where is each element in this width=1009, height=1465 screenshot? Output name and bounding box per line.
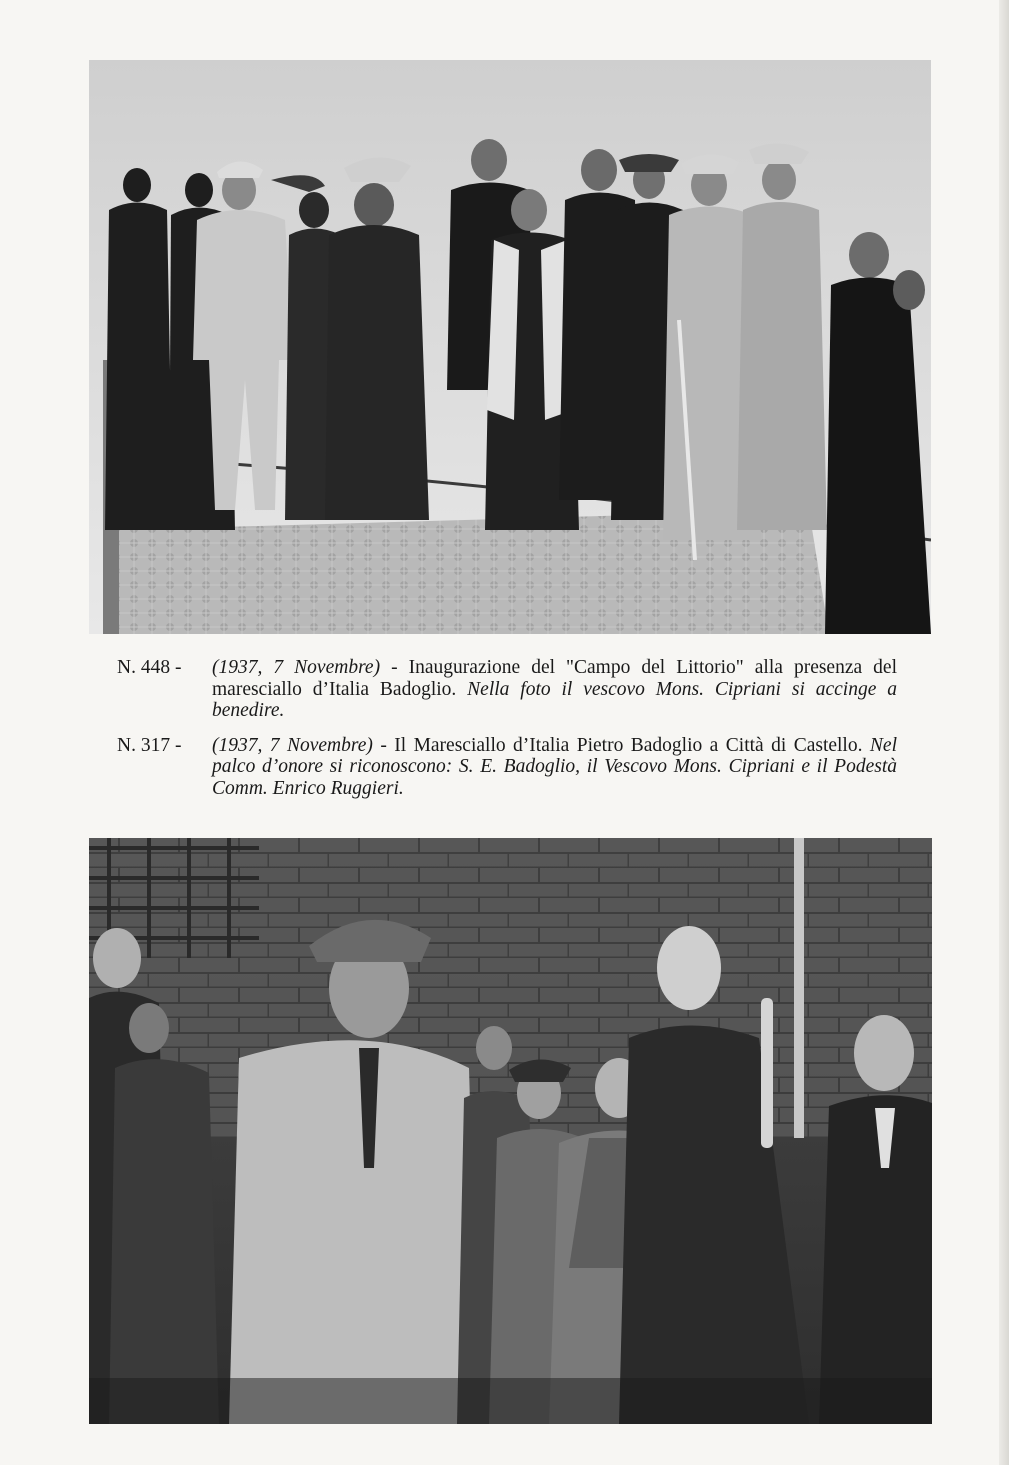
caption-note: Nella foto il vescovo Mons. Cipriani si accinge a benedire.	[212, 678, 897, 721]
photo-inauguration-campo-del-littorio	[89, 60, 931, 634]
caption-448	[117, 657, 897, 722]
page-edge	[999, 0, 1009, 1465]
photo-badoglio-citta-di-castello	[89, 838, 932, 1424]
caption-number: N. 448 -	[117, 657, 182, 678]
caption-description: - Inaugurazione del "Campo del Littorio" alla presenza del maresciallo d’Italia Badoglio.	[212, 657, 897, 700]
caption-number: N. 317 -	[117, 734, 182, 756]
caption-date: (1937, 7 Novembre)	[212, 734, 373, 756]
caption-note: Nel palco d’onore si riconoscono: S. E. Badoglio, il Vescovo Mons. Cipriani e il Podestà Comm. Enrico Ruggieri.	[212, 734, 897, 799]
photo-top-illustration	[89, 60, 931, 634]
caption-text	[212, 735, 897, 800]
caption-description: - Il Maresciallo d’Italia Pietro Badoglio a Città di Castello.	[372, 734, 870, 756]
caption-block	[117, 657, 897, 812]
caption-date: (1937, 7 Novembre)	[212, 657, 381, 678]
caption-text	[212, 657, 897, 722]
caption-317	[117, 735, 897, 800]
photo-bottom-illustration	[89, 838, 932, 1424]
